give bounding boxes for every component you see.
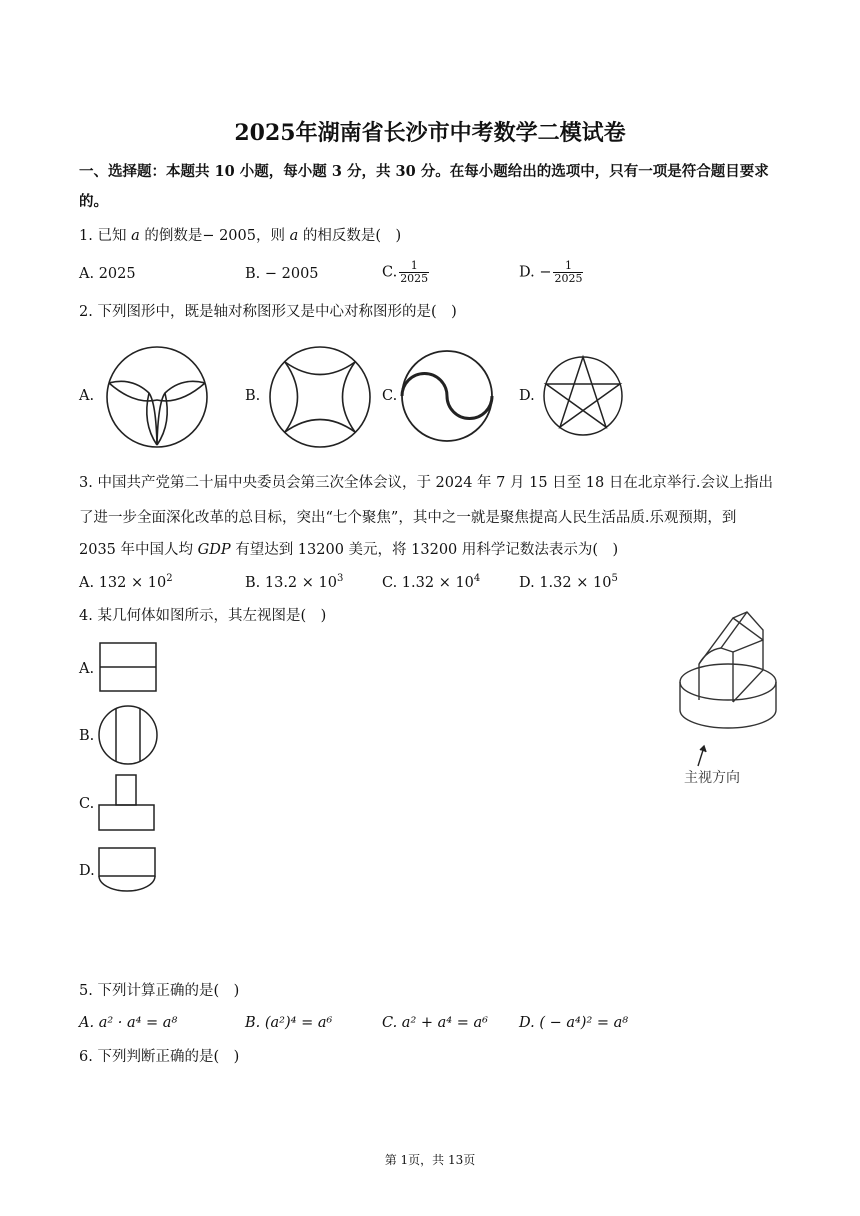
q2-figure-a: [104, 345, 210, 449]
q4-option-b-figure: [97, 704, 159, 766]
question-3-line-2: 了进一步全面深化改革的总目标，突出“七个聚焦”，其中之一就是聚焦提高人民生活品质.乐观预期，到: [79, 510, 737, 526]
q1-option-d-label: D. −: [519, 264, 552, 281]
fraction-denominator: 2025: [554, 272, 583, 285]
question-2-stem: 2. 下列图形中，既是轴对称图形又是中心对称图形的是( ): [79, 304, 457, 320]
q2-label-a: A.: [79, 388, 95, 404]
q3-option-d-text: D. 1.32 × 10: [519, 574, 612, 591]
q2-label-c: C.: [382, 388, 398, 404]
q1-option-c-label: C.: [382, 264, 398, 281]
q5-option-c: C. a² + a⁴ = a⁶: [382, 1015, 488, 1031]
page-footer: 第 1页，共 13页: [384, 1153, 476, 1167]
q3-option-b-text: B. 13.2 × 10: [245, 574, 337, 591]
section-heading-cont: 的。: [79, 193, 108, 210]
q4-solid-figure: [675, 610, 785, 750]
question-4-stem: 4. 某几何体如图所示，其左视图是( ): [79, 608, 327, 624]
q4-option-c-figure: [98, 774, 156, 832]
q3-option-c-exp: 4: [473, 573, 481, 584]
q3-option-d: [519, 573, 618, 591]
q1-stem-part: 的倒数是− 2005，则: [139, 228, 290, 244]
q2-figure-b: [268, 345, 372, 449]
q3-option-c: [382, 573, 480, 591]
q1-option-d-fraction: [553, 260, 583, 285]
q1-option-a: A. 2025: [79, 266, 136, 282]
q4-label-d: D.: [79, 863, 95, 879]
q1-stem-part: 的相反数是( ): [298, 228, 402, 244]
question-6-stem: 6. 下列判断正确的是( ): [79, 1049, 240, 1065]
q5-option-d: D. ( − a⁴)² = a⁸: [519, 1015, 629, 1031]
view-direction-arrow-icon: [694, 744, 714, 768]
q3-option-b-exp: 3: [336, 573, 344, 584]
q1-var: a: [289, 228, 299, 244]
question-3-line-1: 3. 中国共产党第二十届中央委员会第三次全体会议，于 2024 年 7 月 15 日至 18 日在北京举行.会议上指出: [79, 475, 773, 491]
q5-option-a: A. a² · a⁴ = a⁸: [79, 1015, 178, 1031]
fraction-numerator: 1: [553, 260, 583, 273]
figure-caption: 主视方向: [684, 770, 740, 786]
q1-option-c: [382, 260, 429, 285]
q3-option-c-text: C. 1.32 × 10: [382, 574, 474, 591]
q1-option-d: [519, 260, 583, 285]
q2-label-b: B.: [245, 388, 261, 404]
q3-option-a-text: A. 132 × 10: [79, 574, 167, 591]
q3-line3-part: 2035 年中国人均: [79, 542, 198, 558]
q3-option-d-exp: 5: [611, 573, 618, 584]
question-5-stem: 5. 下列计算正确的是( ): [79, 983, 240, 999]
q2-label-d: D.: [519, 388, 535, 404]
section-heading: 一、选择题：本题共 10 小题，每小题 3 分，共 30 分。在每小题给出的选项中，只有一项是符合题目要求: [79, 163, 769, 180]
q4-option-d-figure: [98, 847, 158, 893]
page-title: 2025年湖南省长沙市中考数学二模试卷: [234, 120, 626, 146]
q2-figure-d: [542, 355, 624, 437]
q4-label-c: C.: [79, 796, 95, 812]
q1-option-b: B. − 2005: [245, 266, 319, 282]
q3-option-a: [79, 573, 173, 591]
q1-stem-part: 1. 已知: [79, 228, 132, 244]
q1-option-c-fraction: [399, 260, 429, 285]
q4-label-b: B.: [79, 728, 95, 744]
fraction-numerator: 1: [399, 260, 429, 273]
q1-var: a: [131, 228, 140, 244]
fraction-denominator: 2025: [400, 272, 429, 285]
q3-option-b: [245, 573, 343, 591]
q4-label-a: A.: [79, 661, 95, 677]
question-3-line-3: [79, 540, 618, 560]
q3-gdp: GDP: [197, 542, 231, 558]
q4-option-a-figure: [99, 642, 157, 692]
q5-option-b: B. (a²)⁴ = a⁶: [245, 1015, 333, 1031]
q3-line3-part: 有望达到 13200 美元，将 13200 用科学记数法表示为( ): [230, 542, 619, 558]
question-1-stem: [79, 226, 401, 246]
q3-option-a-exp: 2: [166, 573, 173, 584]
q2-figure-c: [400, 349, 494, 443]
